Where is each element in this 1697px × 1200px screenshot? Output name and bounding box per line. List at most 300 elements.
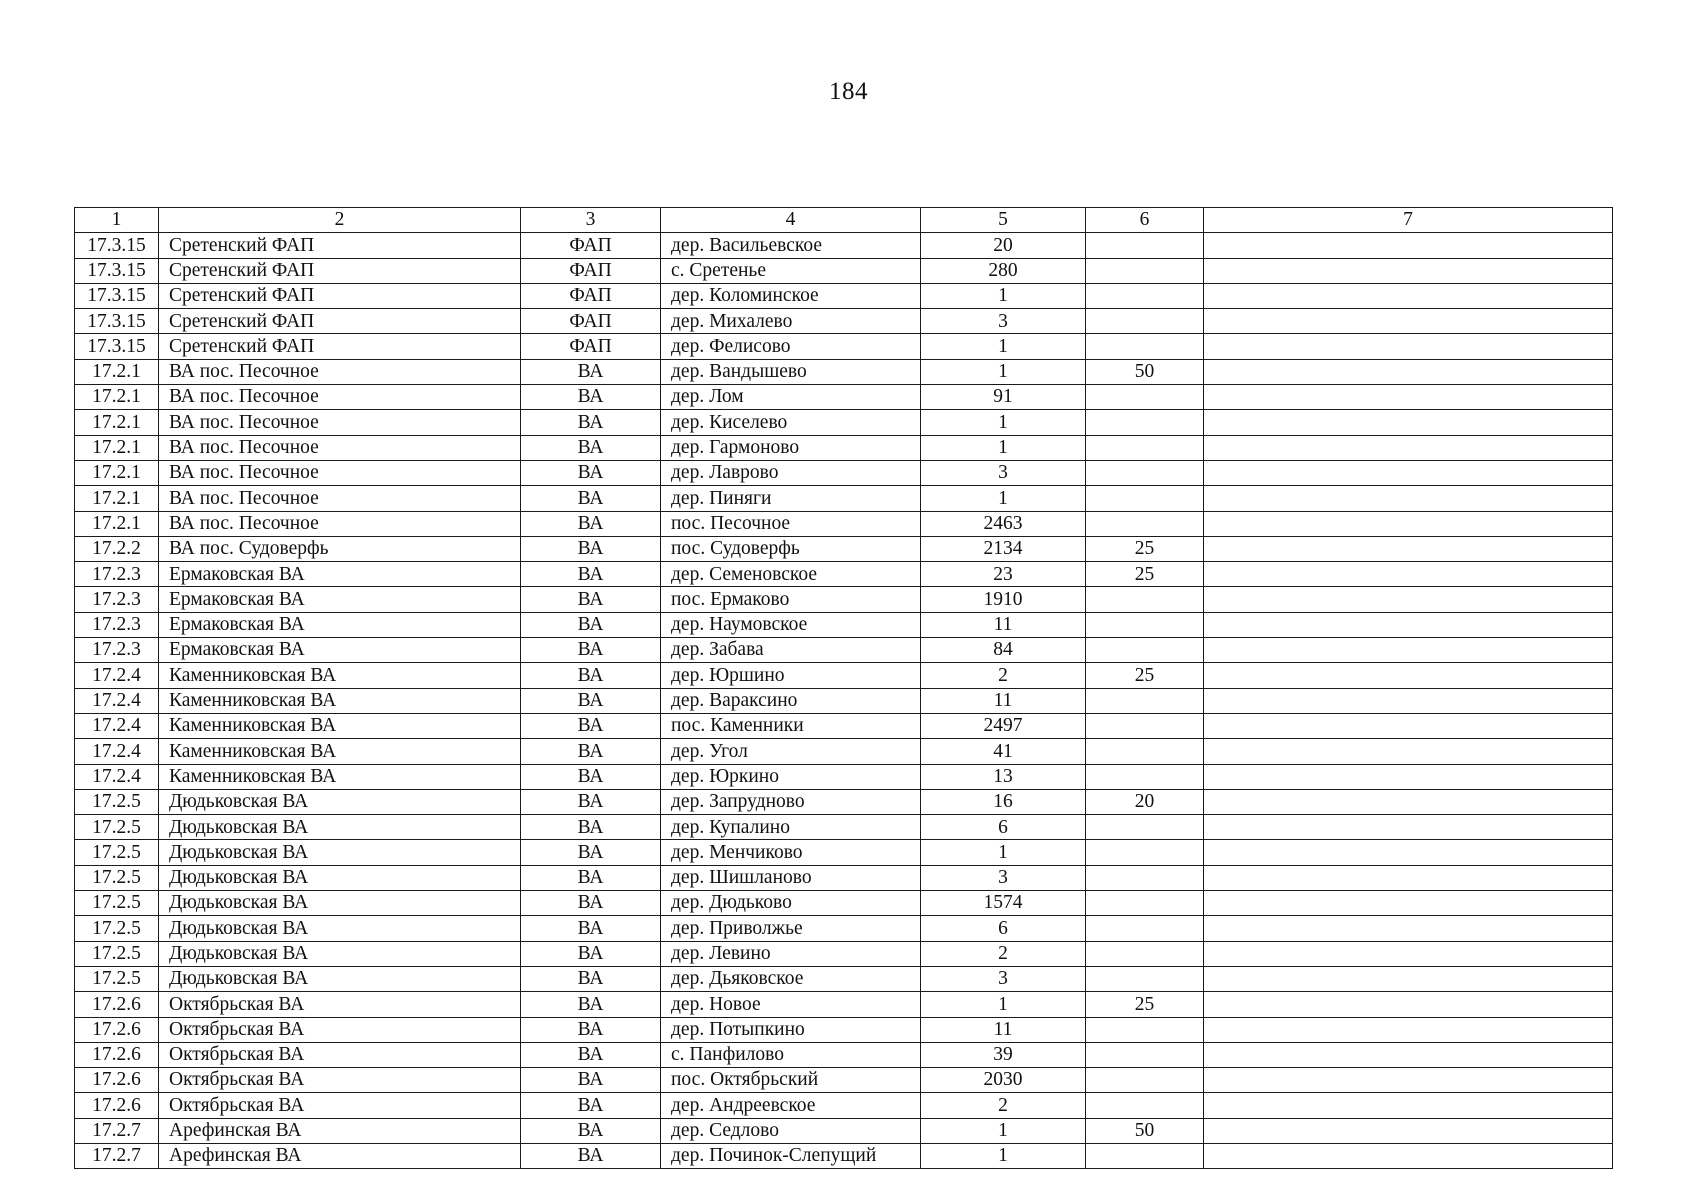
notes-cell	[1204, 385, 1613, 410]
row-code-cell: 17.2.5	[75, 891, 159, 916]
type-cell: ВА	[521, 941, 661, 966]
distance-cell	[1086, 511, 1204, 536]
population-cell: 1	[921, 435, 1086, 460]
population-cell: 91	[921, 385, 1086, 410]
population-cell: 1	[921, 410, 1086, 435]
institution-cell: Арефинская ВА	[159, 1118, 521, 1143]
notes-cell	[1204, 713, 1613, 738]
notes-cell	[1204, 891, 1613, 916]
row-code-cell: 17.2.3	[75, 587, 159, 612]
settlement-cell: дер. Вандышево	[661, 359, 921, 384]
institution-cell: Дюдьковская ВА	[159, 840, 521, 865]
distance-cell	[1086, 612, 1204, 637]
population-cell: 11	[921, 688, 1086, 713]
settlement-cell: дер. Юркино	[661, 764, 921, 789]
table-row	[75, 536, 1613, 561]
column-header: 2	[159, 208, 521, 233]
row-code-cell: 17.3.15	[75, 309, 159, 334]
settlement-cell: дер. Потыпкино	[661, 1017, 921, 1042]
distance-cell	[1086, 233, 1204, 258]
table-row	[75, 233, 1613, 258]
population-cell: 23	[921, 562, 1086, 587]
distance-cell	[1086, 309, 1204, 334]
table-row	[75, 840, 1613, 865]
distance-cell	[1086, 1017, 1204, 1042]
row-code-cell: 17.2.5	[75, 865, 159, 890]
settlement-cell: пос. Октябрьский	[661, 1068, 921, 1093]
distance-cell: 20	[1086, 789, 1204, 814]
distance-cell: 25	[1086, 562, 1204, 587]
row-code-cell: 17.2.4	[75, 713, 159, 738]
row-code-cell: 17.2.1	[75, 385, 159, 410]
distance-cell: 25	[1086, 536, 1204, 561]
notes-cell	[1204, 688, 1613, 713]
notes-cell	[1204, 840, 1613, 865]
notes-cell	[1204, 1093, 1613, 1118]
institution-cell: Сретенский ФАП	[159, 258, 521, 283]
column-header: 5	[921, 208, 1086, 233]
distance-cell	[1086, 916, 1204, 941]
institution-cell: ВА пос. Судоверфь	[159, 536, 521, 561]
distance-cell	[1086, 334, 1204, 359]
institution-cell: Ермаковская ВА	[159, 562, 521, 587]
settlement-cell: дер. Вараксино	[661, 688, 921, 713]
table-row	[75, 891, 1613, 916]
institution-cell: Дюдьковская ВА	[159, 865, 521, 890]
population-cell: 16	[921, 789, 1086, 814]
settlement-cell: дер. Пиняги	[661, 486, 921, 511]
table-row	[75, 739, 1613, 764]
institution-cell: Дюдьковская ВА	[159, 916, 521, 941]
distance-cell	[1086, 1093, 1204, 1118]
population-cell: 1	[921, 840, 1086, 865]
institution-cell: Дюдьковская ВА	[159, 966, 521, 991]
table-row	[75, 385, 1613, 410]
type-cell: ВА	[521, 1118, 661, 1143]
notes-cell	[1204, 815, 1613, 840]
population-cell: 11	[921, 612, 1086, 637]
table-row	[75, 941, 1613, 966]
column-header: 1	[75, 208, 159, 233]
type-cell: ВА	[521, 916, 661, 941]
distance-cell	[1086, 1143, 1204, 1168]
institution-cell: Дюдьковская ВА	[159, 789, 521, 814]
table-row	[75, 258, 1613, 283]
distance-cell	[1086, 1068, 1204, 1093]
institution-cell: Дюдьковская ВА	[159, 815, 521, 840]
settlement-cell: дер. Угол	[661, 739, 921, 764]
type-cell: ВА	[521, 966, 661, 991]
settlement-cell: дер. Дьяковское	[661, 966, 921, 991]
distance-cell	[1086, 840, 1204, 865]
table-row	[75, 359, 1613, 384]
population-cell: 1	[921, 1143, 1086, 1168]
type-cell: ВА	[521, 562, 661, 587]
distance-cell	[1086, 385, 1204, 410]
distance-cell	[1086, 966, 1204, 991]
table-row	[75, 1017, 1613, 1042]
column-header: 3	[521, 208, 661, 233]
table-row	[75, 486, 1613, 511]
notes-cell	[1204, 233, 1613, 258]
settlement-cell: дер. Фелисово	[661, 334, 921, 359]
institution-cell: Сретенский ФАП	[159, 309, 521, 334]
settlement-cell: дер. Менчиково	[661, 840, 921, 865]
notes-cell	[1204, 359, 1613, 384]
institution-cell: Сретенский ФАП	[159, 334, 521, 359]
settlement-cell: дер. Шишланово	[661, 865, 921, 890]
settlement-cell: дер. Приволжье	[661, 916, 921, 941]
institution-cell: Дюдьковская ВА	[159, 941, 521, 966]
type-cell: ВА	[521, 815, 661, 840]
table-row	[75, 764, 1613, 789]
type-cell: ВА	[521, 460, 661, 485]
row-code-cell: 17.2.5	[75, 916, 159, 941]
population-cell: 39	[921, 1042, 1086, 1067]
institution-cell: ВА пос. Песочное	[159, 359, 521, 384]
type-cell: ВА	[521, 764, 661, 789]
institution-cell: Дюдьковская ВА	[159, 891, 521, 916]
table-row	[75, 1093, 1613, 1118]
row-code-cell: 17.2.6	[75, 992, 159, 1017]
type-cell: ВА	[521, 688, 661, 713]
row-code-cell: 17.3.15	[75, 283, 159, 308]
institution-cell: Арефинская ВА	[159, 1143, 521, 1168]
institution-cell: Каменниковская ВА	[159, 713, 521, 738]
notes-cell	[1204, 941, 1613, 966]
table-row	[75, 1118, 1613, 1143]
table-row	[75, 1042, 1613, 1067]
row-code-cell: 17.2.7	[75, 1143, 159, 1168]
distance-cell	[1086, 764, 1204, 789]
type-cell: ВА	[521, 1042, 661, 1067]
notes-cell	[1204, 638, 1613, 663]
population-cell: 11	[921, 1017, 1086, 1042]
table-row	[75, 410, 1613, 435]
notes-cell	[1204, 663, 1613, 688]
row-code-cell: 17.2.5	[75, 789, 159, 814]
institution-cell: Октябрьская ВА	[159, 1068, 521, 1093]
notes-cell	[1204, 435, 1613, 460]
notes-cell	[1204, 1042, 1613, 1067]
type-cell: ВА	[521, 359, 661, 384]
settlement-cell: дер. Михалево	[661, 309, 921, 334]
type-cell: ФАП	[521, 233, 661, 258]
population-cell: 3	[921, 865, 1086, 890]
institution-cell: Октябрьская ВА	[159, 1042, 521, 1067]
row-code-cell: 17.2.5	[75, 815, 159, 840]
institution-cell: Сретенский ФАП	[159, 233, 521, 258]
table-row	[75, 916, 1613, 941]
table-row	[75, 460, 1613, 485]
type-cell: ВА	[521, 486, 661, 511]
settlement-cell: дер. Лом	[661, 385, 921, 410]
table-row	[75, 309, 1613, 334]
settlement-cell: с. Панфилово	[661, 1042, 921, 1067]
type-cell: ВА	[521, 587, 661, 612]
notes-cell	[1204, 966, 1613, 991]
row-code-cell: 17.3.15	[75, 233, 159, 258]
distance-cell	[1086, 815, 1204, 840]
settlement-cell: дер. Починок-Слепущий	[661, 1143, 921, 1168]
notes-cell	[1204, 536, 1613, 561]
table-row	[75, 1143, 1613, 1168]
population-cell: 41	[921, 739, 1086, 764]
row-code-cell: 17.2.1	[75, 486, 159, 511]
settlement-cell: с. Сретенье	[661, 258, 921, 283]
institution-cell: Каменниковская ВА	[159, 663, 521, 688]
settlement-cell: дер. Гармоново	[661, 435, 921, 460]
table-row	[75, 612, 1613, 637]
settlement-cell: дер. Запрудново	[661, 789, 921, 814]
population-cell: 2134	[921, 536, 1086, 561]
population-cell: 2497	[921, 713, 1086, 738]
settlement-cell: дер. Левино	[661, 941, 921, 966]
institution-cell: Каменниковская ВА	[159, 739, 521, 764]
population-cell: 6	[921, 916, 1086, 941]
settlement-cell: дер. Седлово	[661, 1118, 921, 1143]
settlement-cell: дер. Васильевское	[661, 233, 921, 258]
population-cell: 1	[921, 334, 1086, 359]
type-cell: ВА	[521, 992, 661, 1017]
row-code-cell: 17.2.7	[75, 1118, 159, 1143]
row-code-cell: 17.2.6	[75, 1068, 159, 1093]
institution-cell: Октябрьская ВА	[159, 992, 521, 1017]
population-cell: 3	[921, 309, 1086, 334]
row-code-cell: 17.2.1	[75, 359, 159, 384]
row-code-cell: 17.2.6	[75, 1017, 159, 1042]
notes-cell	[1204, 1143, 1613, 1168]
distance-cell	[1086, 891, 1204, 916]
type-cell: ВА	[521, 1017, 661, 1042]
institution-cell: Октябрьская ВА	[159, 1093, 521, 1118]
row-code-cell: 17.2.6	[75, 1042, 159, 1067]
type-cell: ФАП	[521, 258, 661, 283]
distance-cell	[1086, 638, 1204, 663]
column-header: 7	[1204, 208, 1613, 233]
settlement-cell: пос. Каменники	[661, 713, 921, 738]
table-row	[75, 435, 1613, 460]
type-cell: ВА	[521, 536, 661, 561]
notes-cell	[1204, 992, 1613, 1017]
population-cell: 2030	[921, 1068, 1086, 1093]
notes-cell	[1204, 1017, 1613, 1042]
notes-cell	[1204, 1068, 1613, 1093]
row-code-cell: 17.2.4	[75, 688, 159, 713]
population-cell: 84	[921, 638, 1086, 663]
institution-cell: Каменниковская ВА	[159, 764, 521, 789]
distance-cell: 50	[1086, 1118, 1204, 1143]
institution-cell: ВА пос. Песочное	[159, 511, 521, 536]
table-row	[75, 562, 1613, 587]
table-row	[75, 283, 1613, 308]
institution-cell: ВА пос. Песочное	[159, 460, 521, 485]
table-row	[75, 638, 1613, 663]
row-code-cell: 17.2.1	[75, 435, 159, 460]
notes-cell	[1204, 511, 1613, 536]
population-cell: 3	[921, 966, 1086, 991]
type-cell: ВА	[521, 713, 661, 738]
settlement-cell: пос. Песочное	[661, 511, 921, 536]
notes-cell	[1204, 612, 1613, 637]
type-cell: ВА	[521, 511, 661, 536]
distance-cell	[1086, 865, 1204, 890]
distance-cell	[1086, 587, 1204, 612]
settlement-cell: дер. Коломинское	[661, 283, 921, 308]
population-cell: 2	[921, 1093, 1086, 1118]
population-cell: 1	[921, 283, 1086, 308]
distance-cell	[1086, 739, 1204, 764]
type-cell: ФАП	[521, 283, 661, 308]
institution-cell: Ермаковская ВА	[159, 638, 521, 663]
institution-cell: Сретенский ФАП	[159, 283, 521, 308]
population-cell: 1910	[921, 587, 1086, 612]
row-code-cell: 17.2.3	[75, 638, 159, 663]
distance-cell	[1086, 283, 1204, 308]
notes-cell	[1204, 486, 1613, 511]
type-cell: ВА	[521, 1068, 661, 1093]
row-code-cell: 17.2.6	[75, 1093, 159, 1118]
row-code-cell: 17.2.1	[75, 460, 159, 485]
notes-cell	[1204, 309, 1613, 334]
row-code-cell: 17.2.1	[75, 511, 159, 536]
notes-cell	[1204, 562, 1613, 587]
settlement-cell: дер. Новое	[661, 992, 921, 1017]
notes-cell	[1204, 739, 1613, 764]
type-cell: ВА	[521, 385, 661, 410]
distance-cell: 25	[1086, 992, 1204, 1017]
distance-cell	[1086, 258, 1204, 283]
distance-cell	[1086, 713, 1204, 738]
row-code-cell: 17.2.5	[75, 840, 159, 865]
table-row	[75, 789, 1613, 814]
notes-cell	[1204, 764, 1613, 789]
table-row	[75, 1068, 1613, 1093]
settlement-cell: дер. Андреевское	[661, 1093, 921, 1118]
page-number: 184	[829, 78, 868, 105]
row-code-cell: 17.3.15	[75, 258, 159, 283]
table-row	[75, 587, 1613, 612]
row-code-cell: 17.2.4	[75, 663, 159, 688]
population-cell: 1	[921, 359, 1086, 384]
population-cell: 1	[921, 1118, 1086, 1143]
distance-cell	[1086, 486, 1204, 511]
distance-cell: 50	[1086, 359, 1204, 384]
institution-cell: ВА пос. Песочное	[159, 385, 521, 410]
row-code-cell: 17.2.4	[75, 764, 159, 789]
institution-cell: Октябрьская ВА	[159, 1017, 521, 1042]
table-row	[75, 334, 1613, 359]
data-table	[74, 207, 1613, 1169]
settlement-cell: пос. Ермаково	[661, 587, 921, 612]
row-code-cell: 17.2.5	[75, 966, 159, 991]
type-cell: ВА	[521, 865, 661, 890]
distance-cell	[1086, 941, 1204, 966]
settlement-cell: дер. Дюдьково	[661, 891, 921, 916]
population-cell: 3	[921, 460, 1086, 485]
row-code-cell: 17.2.2	[75, 536, 159, 561]
population-cell: 1	[921, 486, 1086, 511]
row-code-cell: 17.3.15	[75, 334, 159, 359]
type-cell: ВА	[521, 638, 661, 663]
distance-cell	[1086, 688, 1204, 713]
notes-cell	[1204, 789, 1613, 814]
table-row	[75, 713, 1613, 738]
population-cell: 2	[921, 941, 1086, 966]
population-cell: 20	[921, 233, 1086, 258]
population-cell: 1	[921, 992, 1086, 1017]
notes-cell	[1204, 460, 1613, 485]
table-row	[75, 865, 1613, 890]
type-cell: ВА	[521, 1143, 661, 1168]
population-cell: 2463	[921, 511, 1086, 536]
row-code-cell: 17.2.4	[75, 739, 159, 764]
table-body	[75, 233, 1613, 1169]
table-row	[75, 992, 1613, 1017]
settlement-cell: пос. Судоверфь	[661, 536, 921, 561]
settlement-cell: дер. Юршино	[661, 663, 921, 688]
settlement-cell: дер. Киселево	[661, 410, 921, 435]
population-cell: 2	[921, 663, 1086, 688]
table-row	[75, 966, 1613, 991]
table-row	[75, 663, 1613, 688]
institution-cell: Каменниковская ВА	[159, 688, 521, 713]
column-header: 4	[661, 208, 921, 233]
notes-cell	[1204, 410, 1613, 435]
table-row	[75, 688, 1613, 713]
notes-cell	[1204, 587, 1613, 612]
type-cell: ВА	[521, 739, 661, 764]
type-cell: ФАП	[521, 334, 661, 359]
settlement-cell: дер. Лаврово	[661, 460, 921, 485]
type-cell: ВА	[521, 1093, 661, 1118]
distance-cell: 25	[1086, 663, 1204, 688]
distance-cell	[1086, 460, 1204, 485]
row-code-cell: 17.2.1	[75, 410, 159, 435]
settlement-cell: дер. Забава	[661, 638, 921, 663]
row-code-cell: 17.2.5	[75, 941, 159, 966]
notes-cell	[1204, 334, 1613, 359]
settlement-cell: дер. Купалино	[661, 815, 921, 840]
type-cell: ВА	[521, 840, 661, 865]
settlement-cell: дер. Наумовское	[661, 612, 921, 637]
type-cell: ВА	[521, 612, 661, 637]
settlement-cell: дер. Семеновское	[661, 562, 921, 587]
type-cell: ВА	[521, 435, 661, 460]
table-row	[75, 815, 1613, 840]
institution-cell: ВА пос. Песочное	[159, 486, 521, 511]
institution-cell: Ермаковская ВА	[159, 587, 521, 612]
population-cell: 1574	[921, 891, 1086, 916]
notes-cell	[1204, 916, 1613, 941]
institution-cell: Ермаковская ВА	[159, 612, 521, 637]
column-header: 6	[1086, 208, 1204, 233]
row-code-cell: 17.2.3	[75, 612, 159, 637]
notes-cell	[1204, 283, 1613, 308]
institution-cell: ВА пос. Песочное	[159, 435, 521, 460]
distance-cell	[1086, 1042, 1204, 1067]
row-code-cell: 17.2.3	[75, 562, 159, 587]
table-row	[75, 511, 1613, 536]
type-cell: ВА	[521, 891, 661, 916]
population-cell: 13	[921, 764, 1086, 789]
notes-cell	[1204, 1118, 1613, 1143]
notes-cell	[1204, 258, 1613, 283]
institution-cell: ВА пос. Песочное	[159, 410, 521, 435]
type-cell: ВА	[521, 410, 661, 435]
population-cell: 6	[921, 815, 1086, 840]
notes-cell	[1204, 865, 1613, 890]
